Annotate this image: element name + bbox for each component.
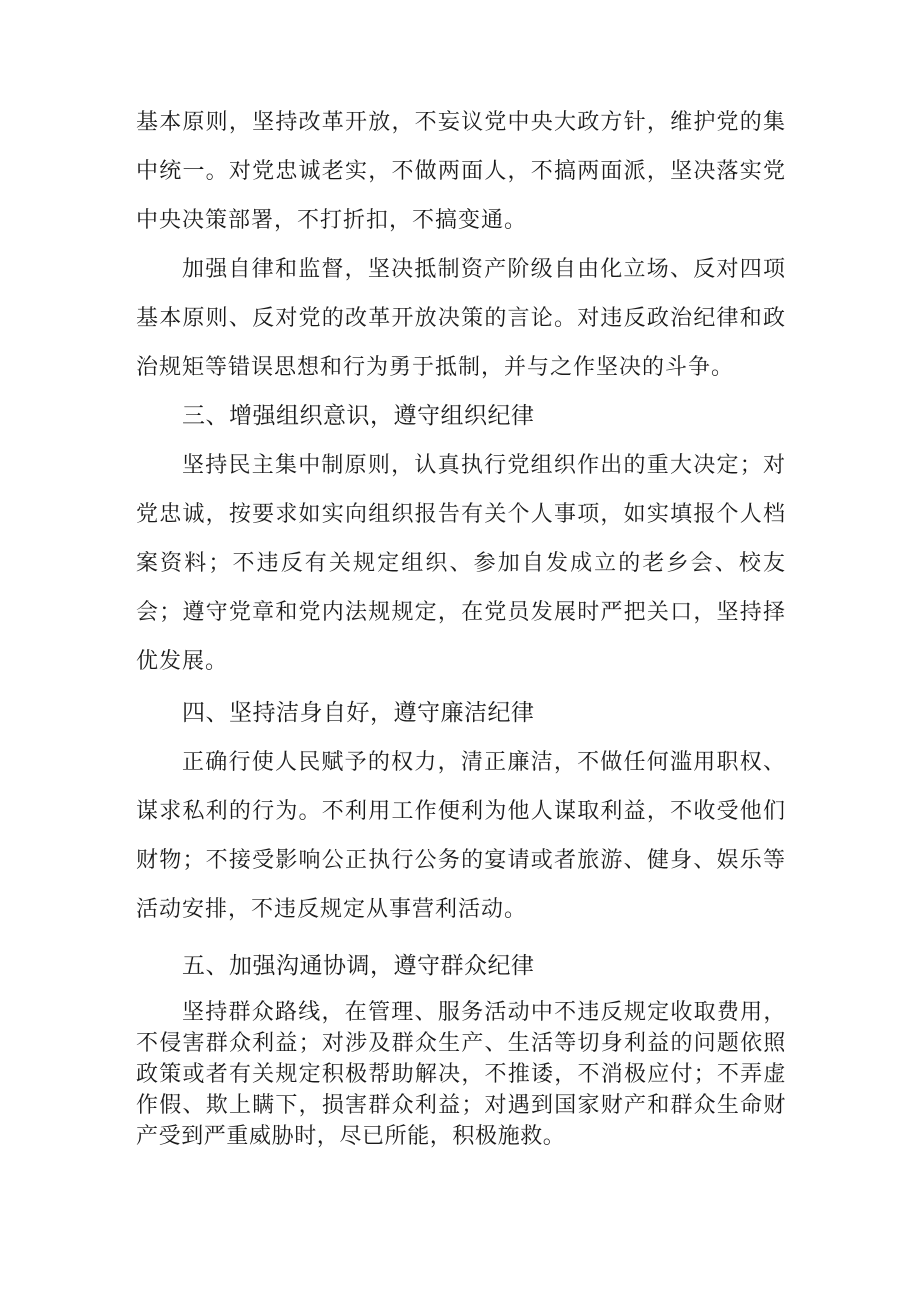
heading-integrity-discipline: 四、坚持洁身自好，遵守廉洁纪律 <box>182 700 535 726</box>
heading-mass-discipline: 五、加强沟通协调，遵守群众纪律 <box>182 953 535 979</box>
paragraph-organizational-discipline: 坚持民主集中制原则，认真执行党组织作出的重大决定；对党忠诚，按要求如实向组织报告有关个人事项，如实填报个人档案资料；不违反有关规定组织、参加自发成立的老乡会、校友会；遵守党章和党内法规规定，在党员发展时严把关口，坚持择优发展。 <box>136 453 786 674</box>
paragraph-self-discipline: 加强自律和监督，坚决抵制资产阶级自由化立场、反对四项基本原则、反对党的改革开放决策的言论。对违反政治纪律和政治规矩等错误思想和行为勇于抵制，并与之作坚决的斗争。 <box>136 257 786 380</box>
paragraph-integrity-discipline: 正确行使人民赋予的权力，清正廉洁，不做任何滥用职权、谋求私利的行为。不利用工作便利为他人谋取利益，不收受他们财物；不接受影响公正执行公务的宴请或者旅游、健身、娱乐等活动安排，不违反规定从事营利活动。 <box>136 750 786 922</box>
document-page <box>136 98 786 1152</box>
paragraph-political-discipline-continued: 基本原则，坚持改革开放，不妄议党中央大政方针，维护党的集中统一。对党忠诚老实，不做两面人，不搞两面派，坚决落实党中央决策部署，不打折扣，不搞变通。 <box>136 110 786 233</box>
heading-organizational-discipline: 三、增强组织意识，遵守组织纪律 <box>182 403 535 429</box>
paragraph-mass-discipline: 坚持群众路线，在管理、服务活动中不违反规定收取费用，不侵害群众利益；对涉及群众生产、生活等切身利益的问题依照政策或者有关规定积极帮助解决，不推诿，不消极应付；不弄虚作假、欺上瞒下，损害群众利益；对遇到国家财产和群众生命财产受到严重威胁时，尽已所能，积极施救。 <box>136 1000 786 1149</box>
